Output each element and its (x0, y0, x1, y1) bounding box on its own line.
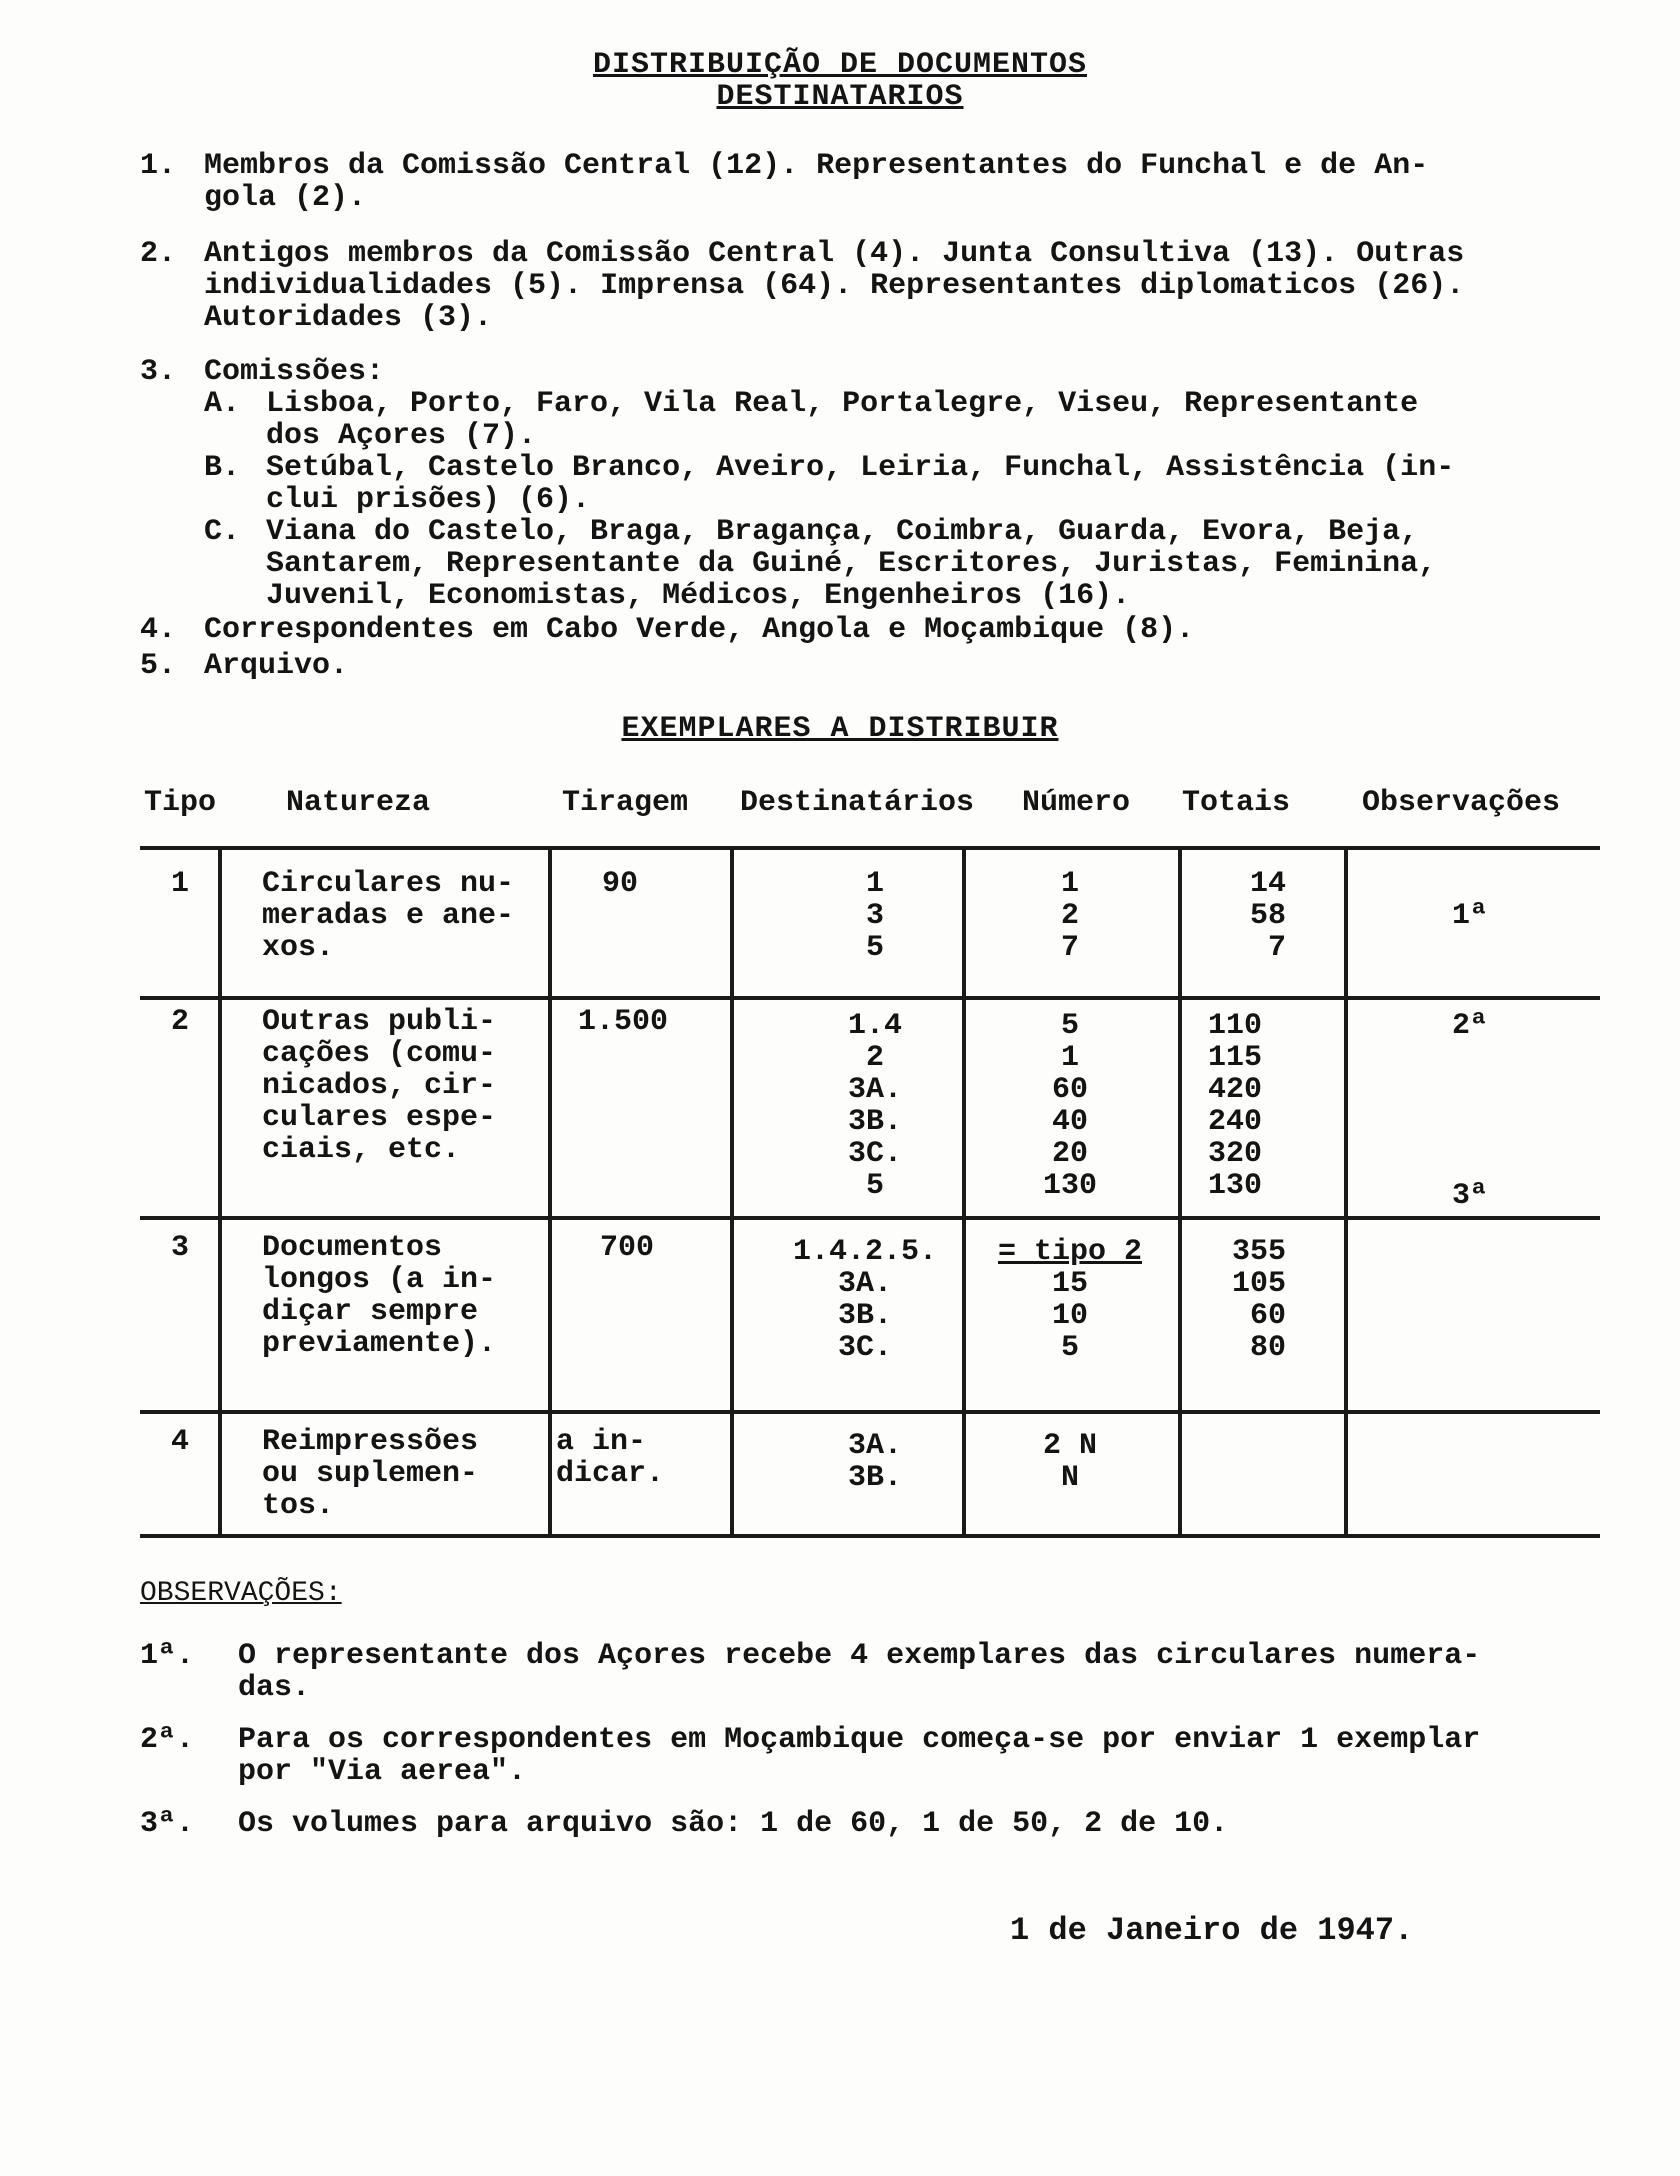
col-header-numero: Número (1022, 786, 1131, 820)
cell-totais: 110 115 420 240 320 130 (1208, 1009, 1263, 1203)
cell-observacao: 1ª (1451, 899, 1488, 933)
commission-line: Setúbal, Castelo Branco, Aveiro, Leiria, Funchal, Assistência (in- (266, 451, 1455, 485)
table-rule (140, 996, 1600, 1000)
cell-destinatarios: 3A. 3B. (847, 1429, 902, 1495)
cell-numero-reference: = tipo 2 (997, 1235, 1143, 1269)
note-line: Para os correspondentes em Moçambique começa-se por enviar 1 exemplar (238, 1723, 1481, 1757)
commission-line: Lisboa, Porto, Faro, Vila Real, Portalegre, Viseu, Representante (266, 387, 1419, 421)
col-header-tiragem: Tiragem (562, 786, 689, 820)
recipient-line: Membros da Comissão Central (12). Representantes do Funchal e de An- (204, 149, 1429, 183)
table-title: EXEMPLARES A DISTRIBUIR (621, 712, 1059, 746)
recipient-number: 5. (140, 649, 177, 683)
cell-natureza: Documentos longos (a in- diçar sempre previamente). (262, 1231, 497, 1361)
cell-natureza: Outras publi- cações (comu- nicados, cir- culares espe- ciais, etc. (262, 1005, 497, 1167)
table-rule (140, 1410, 1600, 1414)
cell-numero: 1 2 7 (1060, 867, 1079, 965)
recipient-line: individualidades (5). Imprensa (64). Representantes diplomaticos (26). (204, 269, 1465, 303)
commission-line: dos Açores (7). (266, 419, 537, 453)
cell-totais: 355 105 60 80 (1231, 1235, 1286, 1365)
recipient-number: 1. (140, 149, 177, 183)
recipient-line: Arquivo. (204, 649, 349, 683)
cell-tipo: 1 (170, 867, 189, 901)
cell-observacao: 2ª (1451, 1009, 1488, 1043)
table-col-divider (962, 846, 966, 1538)
commission-line: Santarem, Representante da Guiné, Escritores, Juristas, Feminina, (266, 547, 1437, 581)
col-header-totais: Totais (1182, 786, 1291, 820)
cell-numero: 15 10 5 (1051, 1267, 1088, 1365)
commission-letter: B. (204, 451, 241, 485)
cell-natureza: Circulares nu- meradas e ane- xos. (262, 867, 515, 965)
col-header-natureza: Natureza (286, 786, 431, 820)
col-header-tipo: Tipo (144, 786, 217, 820)
cell-tipo: 4 (170, 1425, 189, 1459)
recipient-number: 3. (140, 355, 177, 389)
recipient-line: Antigos membros da Comissão Central (4). Junta Consultiva (13). Outras (204, 237, 1465, 271)
cell-tiragem: 90 (602, 867, 639, 901)
commission-line: clui prisões) (6). (266, 483, 591, 517)
document-date: 1 de Janeiro de 1947. (1010, 1912, 1414, 1949)
note-line: O representante dos Açores recebe 4 exemplares das circulares numera- (238, 1639, 1481, 1673)
note-number: 1ª. (140, 1639, 195, 1673)
cell-destinatarios: 1.4 2 3A. 3B. 3C. 5 (847, 1009, 902, 1203)
table-col-divider (548, 846, 552, 1538)
col-header-observacoes: Observações (1362, 786, 1561, 820)
note-line: Os volumes para arquivo são: 1 de 60, 1 de 50, 2 de 10. (238, 1807, 1229, 1841)
cell-tipo: 3 (170, 1231, 189, 1265)
col-header-destinatarios: Destinatários (740, 786, 975, 820)
note-line: por "Via aerea". (238, 1755, 527, 1789)
recipient-line: gola (2). (204, 181, 367, 215)
cell-totais: 14 58 7 (1249, 867, 1286, 965)
cell-tiragem: 1.500 (578, 1005, 669, 1039)
table-rule (140, 846, 1600, 850)
cell-numero: 2 N N (1042, 1429, 1097, 1495)
recipient-line: Correspondentes em Cabo Verde, Angola e Moçambique (8). (204, 613, 1195, 647)
recipient-number: 2. (140, 237, 177, 271)
table-col-divider (1344, 846, 1348, 1538)
cell-tiragem: 700 (600, 1231, 655, 1265)
document-subtitle: DESTINATARIOS (716, 80, 964, 114)
cell-tiragem: a in- dicar. (556, 1425, 665, 1491)
cell-natureza: Reimpressões ou suplemen- tos. (262, 1425, 479, 1523)
commission-line: Viana do Castelo, Braga, Bragança, Coimbra, Guarda, Evora, Beja, (266, 515, 1419, 549)
cell-destinatarios: 1 3 5 (865, 867, 884, 965)
observations-title: OBSERVAÇÕES: (140, 1578, 342, 1609)
recipient-number: 4. (140, 613, 177, 647)
commission-line: Juvenil, Economistas, Médicos, Engenheiros (16). (266, 579, 1131, 613)
note-line: das. (238, 1671, 311, 1705)
cell-destinatarios: 1.4.2.5. 3A. 3B. 3C. (792, 1235, 938, 1365)
commission-letter: C. (204, 515, 241, 549)
cell-numero: 5 1 60 40 20 130 (1042, 1009, 1097, 1203)
cell-observacao: 3ª (1451, 1179, 1488, 1213)
table-col-divider (730, 846, 734, 1538)
table-rule (140, 1216, 1600, 1220)
table-rule (140, 1534, 1600, 1538)
document-title: DISTRIBUIÇÃO DE DOCUMENTOS (592, 48, 1088, 82)
table-col-divider (1178, 846, 1182, 1538)
recipient-line: Comissões: (204, 355, 385, 389)
commission-letter: A. (204, 387, 241, 421)
recipient-line: Autoridades (3). (204, 301, 493, 335)
note-number: 2ª. (140, 1723, 195, 1757)
cell-tipo: 2 (170, 1005, 189, 1039)
note-number: 3ª. (140, 1807, 195, 1841)
